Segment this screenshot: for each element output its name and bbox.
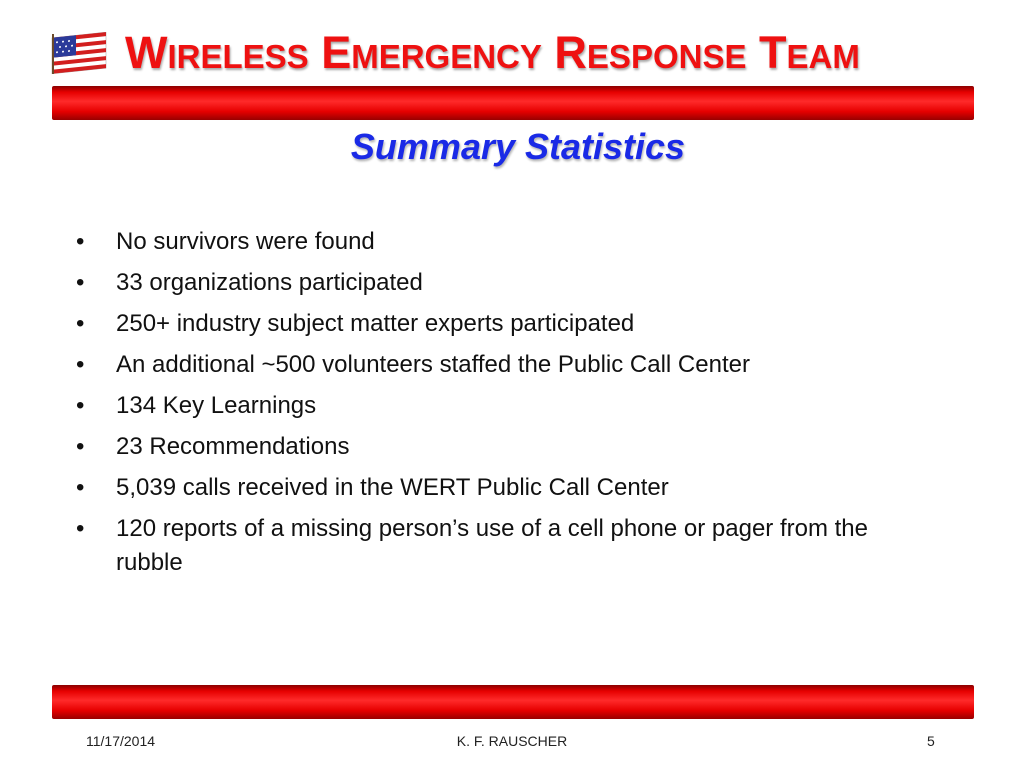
bullet-text: 134 Key Learnings: [116, 392, 317, 419]
list-item: [76, 307, 936, 341]
list-item: [76, 225, 936, 259]
list-item: [76, 430, 936, 464]
bullet-marker: •: [76, 228, 85, 255]
bullet-text: 23 Recommendations: [116, 433, 350, 460]
page-number: 5: [927, 733, 935, 749]
list-item: [76, 471, 936, 505]
header-red-band: [52, 86, 974, 120]
slide-banner-title: [125, 27, 860, 78]
bullet-text: 5,039 calls received in the WERT Public Call Center: [116, 474, 669, 501]
title-word: WIRELESS: [125, 27, 309, 78]
list-item: [76, 348, 936, 382]
bullet-marker: •: [76, 433, 85, 460]
bullet-marker: •: [76, 269, 85, 296]
footer-red-band: [52, 685, 974, 719]
bullet-text: No survivors were found: [116, 228, 375, 255]
slide-subtitle: Summary Statistics: [350, 126, 686, 167]
title-word: RESPONSE: [554, 27, 747, 78]
bullet-text: 33 organizations participated: [116, 269, 423, 296]
bullet-marker: •: [76, 351, 85, 378]
list-item: [76, 389, 936, 423]
bullet-text: 250+ industry subject matter experts participated: [116, 310, 635, 337]
title-word: TEAM: [759, 27, 860, 78]
list-item: [76, 266, 936, 300]
footer-author: K. F. RAUSCHER: [456, 733, 568, 749]
us-flag-icon: [50, 32, 108, 74]
bullet-marker: •: [76, 474, 85, 501]
bullet-marker: •: [76, 310, 85, 337]
bullet-text: An additional ~500 volunteers staffed the Public Call Center: [116, 351, 750, 378]
footer-date: 11/17/2014: [86, 733, 156, 749]
bullet-marker: •: [76, 392, 85, 419]
bullet-marker: •: [76, 515, 85, 542]
bullet-list: [76, 225, 936, 587]
bullet-text: 120 reports of a missing person’s use of a cell phone or pager from the rubble: [116, 515, 868, 576]
slide-header: [0, 0, 1024, 90]
list-item: [76, 512, 936, 580]
title-word: EMERGENCY: [321, 27, 542, 78]
